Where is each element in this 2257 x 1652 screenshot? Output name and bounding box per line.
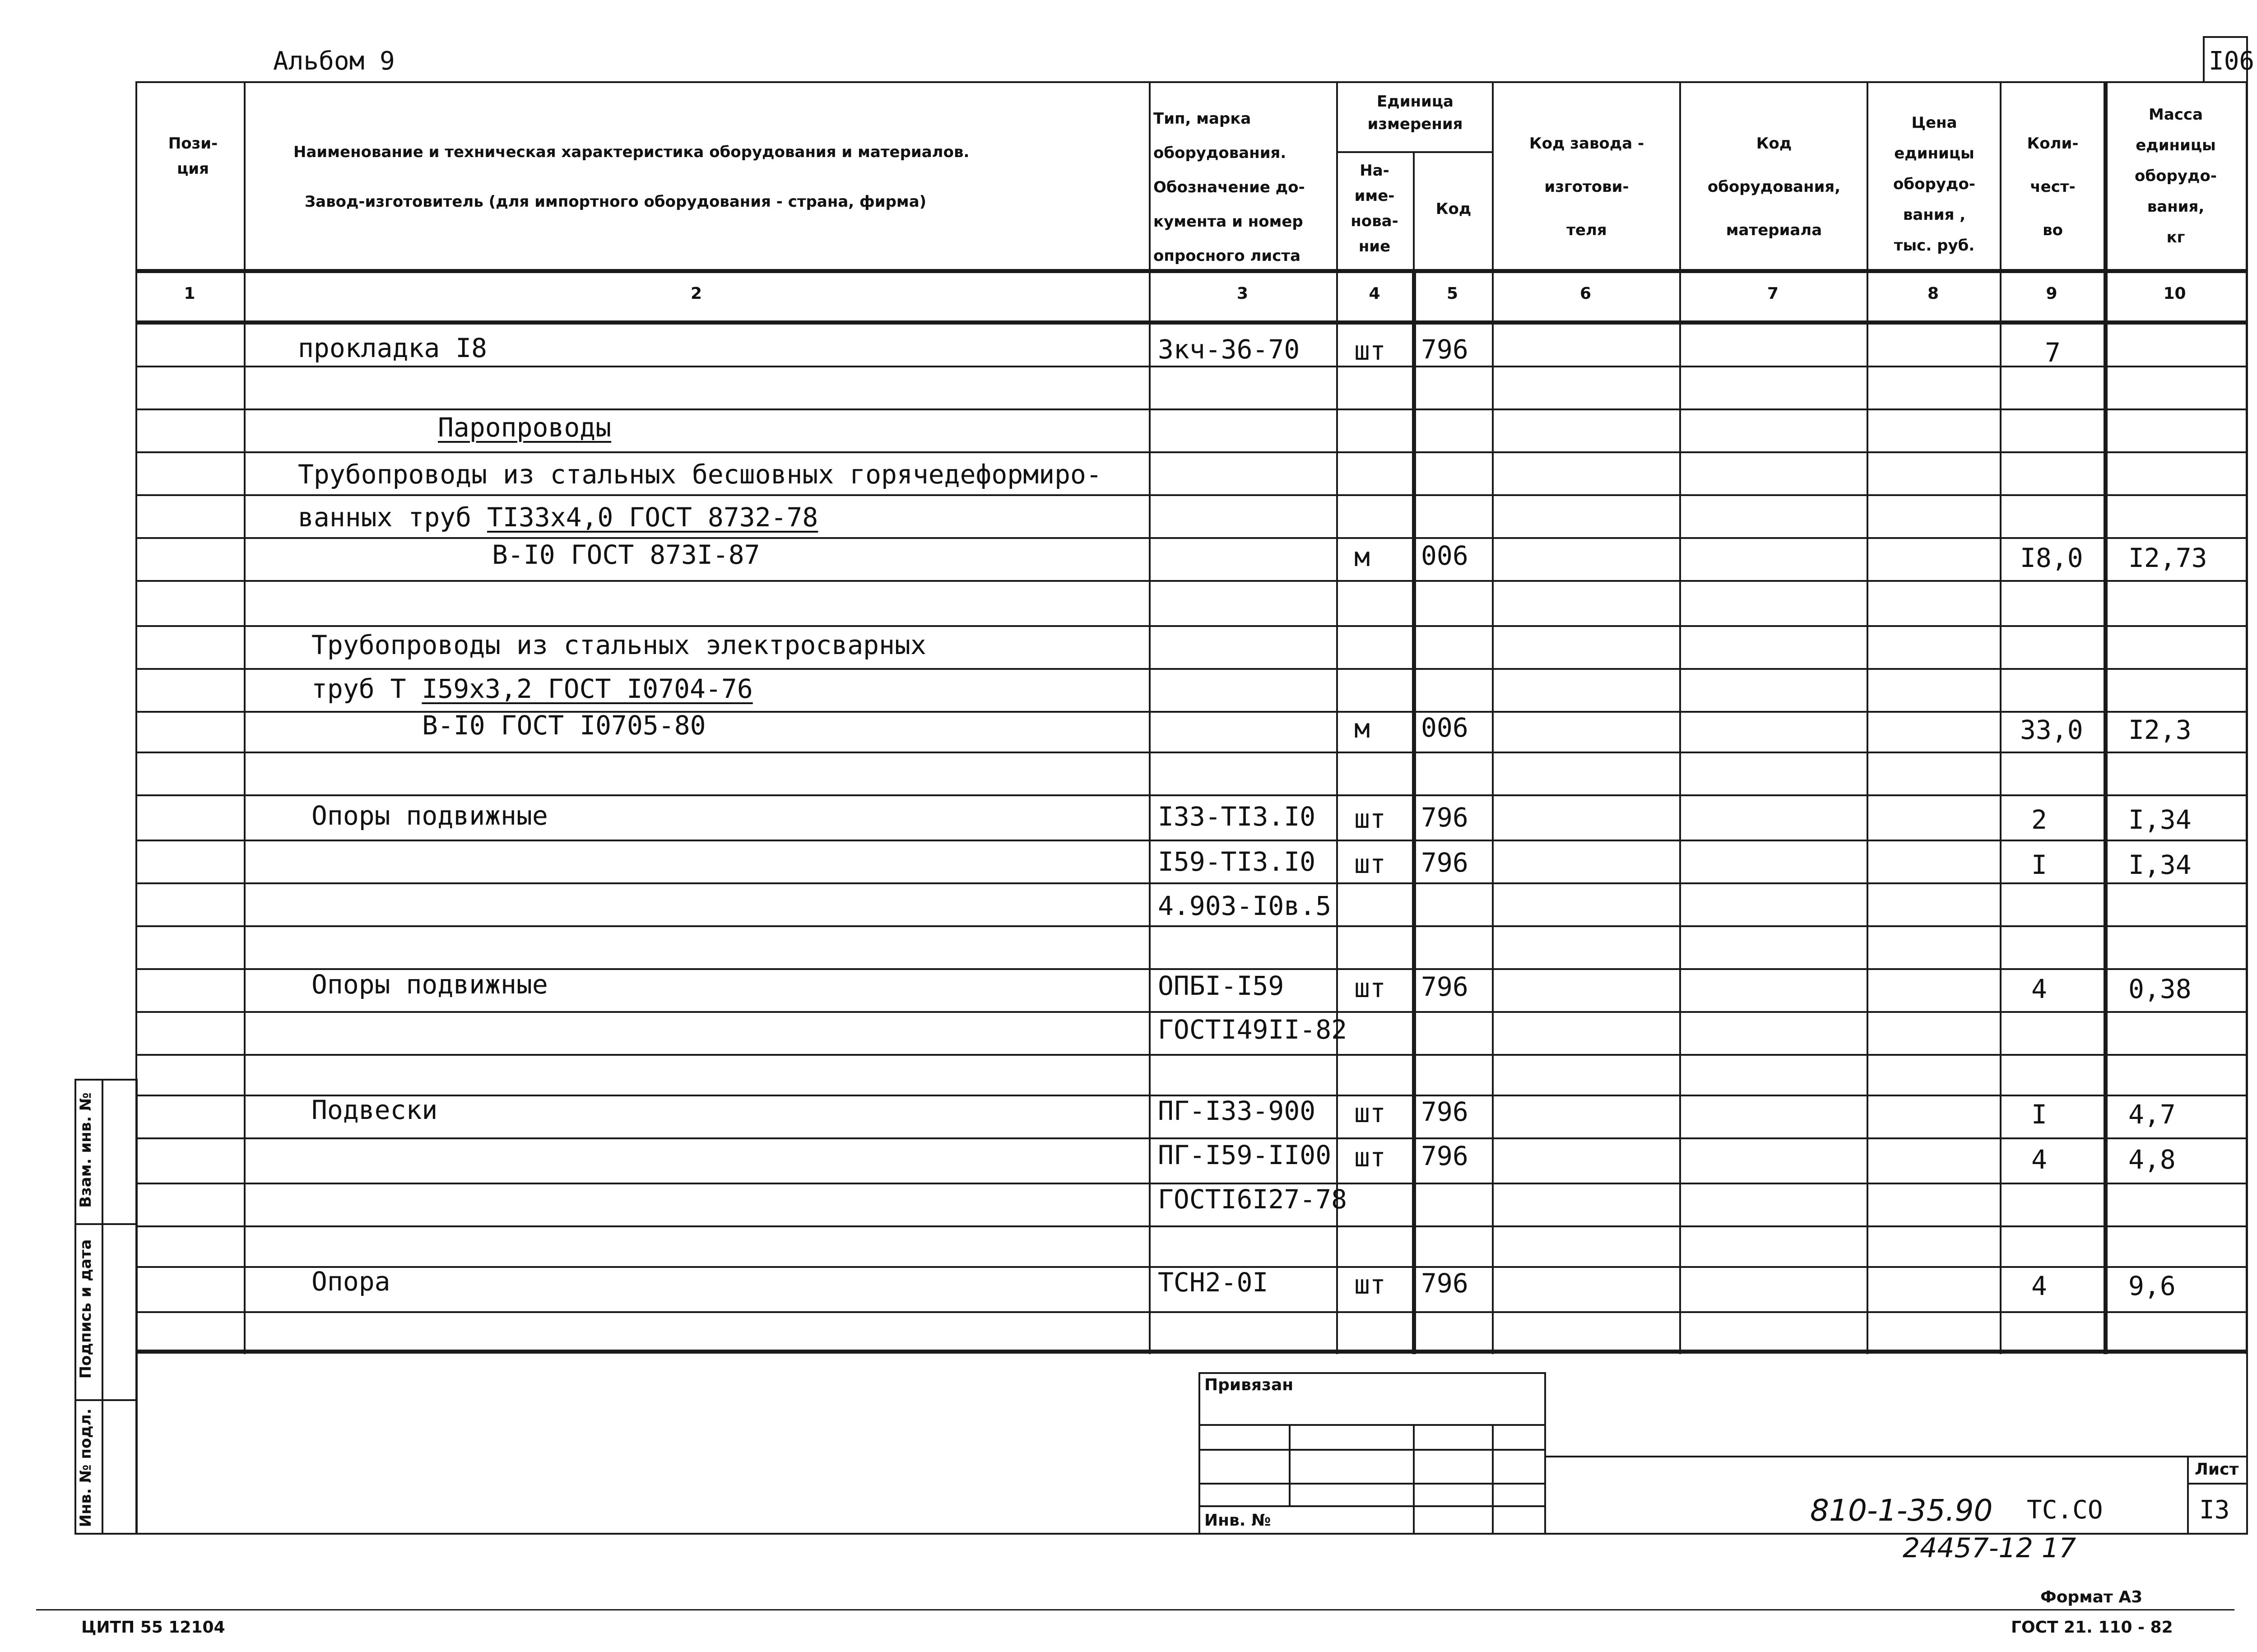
row13-doc: ПГ-I33-900 bbox=[1158, 1095, 1316, 1126]
row11-unit: шт bbox=[1354, 973, 1386, 1003]
footer-gost: ГОСТ 21. 110 - 82 bbox=[2011, 1618, 2173, 1637]
privyazan-line-2 bbox=[1198, 1449, 1546, 1451]
inv-no-label: Инв. № bbox=[1204, 1511, 1271, 1530]
row-line bbox=[135, 840, 2248, 841]
row16-unit: шт bbox=[1354, 1269, 1386, 1300]
row0-qty: 7 bbox=[2045, 337, 2061, 368]
privyazan-line-4 bbox=[1198, 1505, 1546, 1507]
row8-unit: шт bbox=[1354, 803, 1386, 834]
row11-mass: 0,38 bbox=[2128, 974, 2192, 1004]
colnum-5: 5 bbox=[1446, 284, 1458, 303]
row-line bbox=[135, 1054, 2248, 1056]
list-value: I3 bbox=[2199, 1495, 2230, 1525]
row-line bbox=[135, 408, 2248, 410]
album-label: Альбом 9 bbox=[273, 46, 395, 76]
header-col9: Коли- чест- во bbox=[2027, 135, 2079, 239]
row16-doc: ТСН2-0I bbox=[1158, 1267, 1268, 1298]
row11-doc: ОПБI-I59 bbox=[1158, 970, 1284, 1001]
row13-mass: 4,7 bbox=[2128, 1099, 2176, 1130]
header-col10: Масса единицы оборудо- вания, кг bbox=[2135, 106, 2217, 246]
privyazan-vline-1 bbox=[1289, 1424, 1291, 1505]
row6-name: труб T I59x3,2 ГОСТ I0704-76 bbox=[311, 673, 753, 704]
row-line bbox=[135, 451, 2248, 453]
header-col1: Пози- ция bbox=[168, 135, 218, 178]
doc-suffix: ТС.СО bbox=[2027, 1495, 2103, 1525]
colnum-10: 10 bbox=[2163, 284, 2186, 303]
colnum-2: 2 bbox=[690, 284, 702, 303]
header-unit: Единица измерения bbox=[1367, 93, 1463, 133]
colnum-8: 8 bbox=[1927, 284, 1939, 303]
row-line bbox=[135, 494, 2248, 496]
row5-name: Трубопроводы из стальных электросварных bbox=[311, 630, 926, 660]
page-number: I06 bbox=[2209, 46, 2255, 76]
header-col4: На- име- нова- ние bbox=[1351, 162, 1398, 255]
row-line bbox=[135, 625, 2248, 627]
privyazan-line-3 bbox=[1198, 1483, 1546, 1485]
side-strip-line-2 bbox=[74, 1399, 138, 1401]
col-line-4 bbox=[1413, 151, 1415, 271]
title-block-top bbox=[1546, 1456, 2248, 1457]
privyazan-vline-3 bbox=[1492, 1424, 1494, 1535]
row12-doc: ГОСТI49II-82 bbox=[1158, 1014, 1347, 1045]
row0-name: прокладка I8 bbox=[298, 333, 488, 363]
row-line bbox=[135, 580, 2248, 582]
row8-name: Опоры подвижные bbox=[311, 800, 548, 831]
side-label-inv: Инв. № подл. bbox=[77, 1408, 95, 1527]
row-line bbox=[135, 366, 2248, 367]
list-label: Лист bbox=[2195, 1460, 2239, 1479]
row1-name: Паропроводы bbox=[438, 412, 612, 443]
row9-unit: шт bbox=[1354, 849, 1386, 879]
row7-unit: м bbox=[1354, 713, 1370, 744]
row-line bbox=[135, 1137, 2248, 1139]
row8-code: 796 bbox=[1421, 802, 1468, 833]
row16-qty: 4 bbox=[2031, 1271, 2047, 1301]
colnum-7: 7 bbox=[1767, 284, 1779, 303]
privyazan-vline-2 bbox=[1413, 1424, 1415, 1535]
row4-qty: I8,0 bbox=[2020, 543, 2083, 573]
header-col6: Код завода - изготови- теля bbox=[1529, 135, 1644, 239]
row-line bbox=[135, 794, 2248, 796]
privyazan-line-1 bbox=[1198, 1424, 1546, 1426]
header-col7: Код оборудования, материала bbox=[1707, 135, 1841, 239]
header-col8: Цена единицы оборудо- вания , тыс. руб. bbox=[1893, 114, 1975, 255]
row14-unit: шт bbox=[1354, 1142, 1386, 1173]
side-strip-line-1 bbox=[74, 1223, 138, 1225]
row14-mass: 4,8 bbox=[2128, 1144, 2176, 1175]
row8-doc: I33-TI3.I0 bbox=[1158, 801, 1316, 832]
row4-unit: м bbox=[1354, 542, 1370, 572]
table-bottom-line bbox=[135, 1350, 2248, 1354]
footer-rule bbox=[36, 1609, 2234, 1610]
row13-code: 796 bbox=[1421, 1096, 1468, 1127]
colnum-bottom-line bbox=[135, 320, 2248, 325]
row-line bbox=[135, 925, 2248, 927]
row-line bbox=[135, 882, 2248, 884]
row2-name: Трубопроводы из стальных бесшовных горячедеформиро- bbox=[298, 459, 1102, 490]
row7-mass: I2,3 bbox=[2128, 715, 2192, 745]
row9-mass: I,34 bbox=[2128, 849, 2192, 880]
row3-name: ванных труб TI33x4,0 ГОСТ 8732-78 bbox=[298, 502, 818, 533]
row-line bbox=[135, 1225, 2248, 1227]
row9-code: 796 bbox=[1421, 847, 1468, 878]
row-line bbox=[135, 1011, 2248, 1013]
unit-sub-line bbox=[1336, 151, 1492, 153]
col-line-4b bbox=[1412, 271, 1416, 1354]
row14-qty: 4 bbox=[2031, 1144, 2047, 1175]
footer-format: Формат А3 bbox=[2040, 1588, 2143, 1606]
handwritten-number: 24457-12 17 bbox=[1903, 1532, 2076, 1564]
colnum-9: 9 bbox=[2046, 284, 2057, 303]
row8-qty: 2 bbox=[2031, 804, 2047, 835]
row16-code: 796 bbox=[1421, 1268, 1468, 1299]
row7-code: 006 bbox=[1421, 712, 1468, 743]
row-line bbox=[135, 752, 2248, 753]
colnum-6: 6 bbox=[1579, 284, 1592, 303]
row7-qty: 33,0 bbox=[2020, 715, 2083, 745]
footer-left: ЦИТП 55 12104 bbox=[81, 1618, 225, 1637]
row14-code: 796 bbox=[1421, 1141, 1468, 1171]
row0-doc: 3кч-36-70 bbox=[1158, 334, 1300, 365]
colnum-3: 3 bbox=[1236, 284, 1249, 303]
header-col5: Код bbox=[1435, 200, 1472, 218]
row0-unit: шт bbox=[1354, 335, 1386, 366]
header-col3: Тип, марка оборудования. Обозначение до- кумента и номер опросного листа bbox=[1153, 110, 1305, 265]
row15-doc: ГОСТI6I27-78 bbox=[1158, 1184, 1347, 1215]
row-line bbox=[135, 1311, 2248, 1313]
doc-code-handwritten: 810-1-35.90 bbox=[1810, 1493, 1993, 1528]
row11-name: Опоры подвижные bbox=[311, 969, 548, 1000]
side-label-vzam: Взам. инв. № bbox=[77, 1092, 95, 1208]
row16-name: Опора bbox=[311, 1266, 390, 1297]
side-strip-divider bbox=[102, 1079, 103, 1535]
colnum-1: 1 bbox=[184, 284, 195, 303]
row4-mass: I2,73 bbox=[2128, 543, 2207, 573]
privyazan-label: Привязан bbox=[1204, 1376, 1294, 1394]
privyazan-box bbox=[1198, 1372, 1546, 1535]
row14-doc: ПГ-I59-II00 bbox=[1158, 1140, 1332, 1170]
row11-qty: 4 bbox=[2031, 974, 2047, 1004]
row9-doc: I59-TI3.I0 bbox=[1158, 846, 1316, 877]
row-line bbox=[135, 537, 2248, 539]
row13-qty: I bbox=[2031, 1099, 2047, 1130]
row4-code: 006 bbox=[1421, 540, 1468, 571]
side-label-podpis: Подпись и дата bbox=[77, 1239, 95, 1379]
row16-mass: 9,6 bbox=[2128, 1271, 2176, 1301]
row13-name: Подвески bbox=[311, 1095, 438, 1125]
row0-code: 796 bbox=[1421, 334, 1468, 365]
row-line bbox=[135, 668, 2248, 670]
row7-name: B-I0 ГОСТ I0705-80 bbox=[422, 710, 706, 741]
header-col2: Наименование и техническая характеристика оборудования и материалов. Завод-изготовитель (для импортного оборудования - страна, фирма) bbox=[293, 143, 970, 211]
row9-qty: I bbox=[2031, 849, 2047, 880]
row8-mass: I,34 bbox=[2128, 804, 2192, 835]
row13-unit: шт bbox=[1354, 1098, 1386, 1128]
list-box-divider bbox=[2187, 1483, 2248, 1485]
row10-doc: 4.903-I0в.5 bbox=[1158, 891, 1332, 921]
colnum-4: 4 bbox=[1369, 284, 1380, 303]
row11-code: 796 bbox=[1421, 971, 1468, 1002]
row4-name: B-I0 ГОСТ 873I-87 bbox=[492, 539, 760, 570]
